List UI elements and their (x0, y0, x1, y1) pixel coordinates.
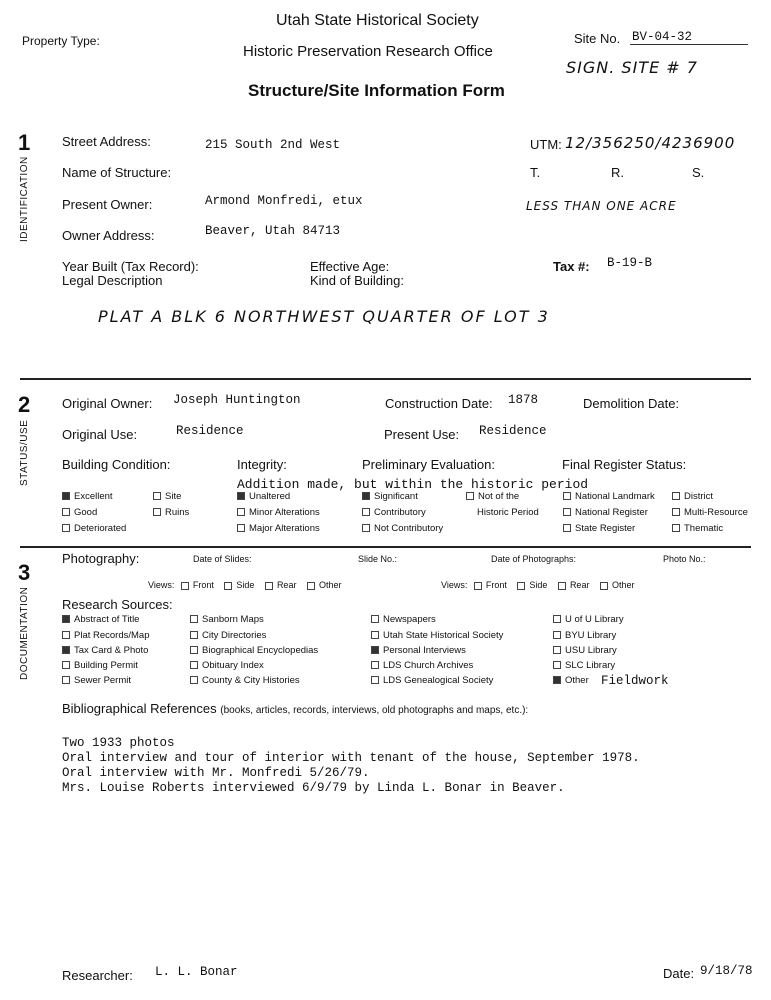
preliminary-evaluation-label: Preliminary Evaluation: (362, 457, 495, 472)
demolition-date-label: Demolition Date: (583, 396, 680, 411)
source-tax-card[interactable]: Tax Card & Photo (62, 645, 148, 656)
prelim-not-contributory[interactable]: Not Contributory (362, 523, 443, 534)
source-other[interactable]: Other (553, 675, 589, 686)
final-district[interactable]: District (672, 491, 713, 502)
source-abstract[interactable]: Abstract of Title (62, 614, 139, 625)
owner-address-value: Beaver, Utah 84713 (205, 224, 341, 238)
source-newspapers[interactable]: Newspapers (371, 614, 436, 625)
present-owner-label: Present Owner: (62, 197, 153, 212)
property-type-label: Property Type: (22, 34, 100, 48)
reference-1: Two 1933 photos (62, 736, 175, 750)
source-slc[interactable]: SLC Library (553, 660, 615, 671)
form-title: Structure/Site Information Form (248, 81, 505, 100)
prelim-not-of-the[interactable]: Not of the (466, 491, 519, 502)
documentation-side-label: DOCUMENTATION (19, 586, 30, 680)
condition-ruins[interactable]: Ruins (153, 507, 189, 518)
integrity-minor[interactable]: Minor Alterations (237, 507, 320, 518)
source-ushs[interactable]: Utah State Historical Society (371, 630, 503, 641)
street-address-label: Street Address: (62, 134, 151, 149)
prelim-historic-period: Historic Period (477, 507, 539, 518)
integrity-note: Addition made, but within the historic period (237, 477, 589, 492)
source-sewer-permit[interactable]: Sewer Permit (62, 675, 131, 686)
final-multi-resource[interactable]: Multi-Resource (672, 507, 748, 518)
tax-value: B-19-B (607, 256, 653, 270)
photos-views: Views: Front Side Rear Other (441, 580, 635, 590)
final-national-register[interactable]: National Register (563, 507, 648, 518)
bibliographical-label: Bibliographical References (books, articles, records, interviews, old photographs and maps, etc.): (62, 701, 529, 716)
t-label: T. (530, 165, 541, 180)
condition-good[interactable]: Good (62, 507, 97, 518)
source-biographical[interactable]: Biographical Encyclopedias (190, 645, 318, 656)
prelim-significant[interactable]: Significant (362, 491, 418, 502)
condition-deteriorated[interactable]: Deteriorated (62, 523, 126, 534)
source-byu[interactable]: BYU Library (553, 630, 616, 641)
photography-label: Photography: (62, 551, 140, 566)
construction-date-label: Construction Date: (385, 396, 493, 411)
source-personal-interviews[interactable]: Personal Interviews (371, 645, 466, 656)
site-no-label: Site No. (574, 31, 621, 46)
section-number-3: 3 (18, 560, 31, 585)
original-use-label: Original Use: (62, 427, 138, 442)
source-sanborn[interactable]: Sanborn Maps (190, 614, 264, 625)
date-of-photographs-label: Date of Photographs: (491, 554, 577, 564)
site-no-value: BV-04-32 (632, 30, 693, 44)
s-label: S. (692, 165, 705, 180)
structure-name-label: Name of Structure: (62, 165, 172, 180)
source-u-of-u[interactable]: U of U Library (553, 614, 624, 625)
kind-of-building-label: Kind of Building: (310, 273, 404, 288)
date-of-slides-label: Date of Slides: (193, 554, 252, 564)
effective-age-label: Effective Age: (310, 259, 390, 274)
utm-label: UTM: (530, 137, 562, 152)
acreage-note: LESS THAN ONE ACRE (526, 199, 677, 213)
section-number-2: 2 (18, 392, 31, 417)
source-county-city[interactable]: County & City Histories (190, 675, 300, 686)
source-plat-records[interactable]: Plat Records/Map (62, 630, 150, 641)
final-thematic[interactable]: Thematic (672, 523, 723, 534)
org-name: Utah State Historical Society (276, 12, 479, 29)
r-label: R. (611, 165, 624, 180)
identification-side-label: IDENTIFICATION (19, 156, 30, 242)
legal-description-label: Legal Description (62, 273, 163, 288)
construction-date-value: 1878 (508, 393, 539, 407)
researcher-label: Researcher: (62, 968, 133, 983)
integrity-label: Integrity: (237, 457, 287, 472)
year-built-label: Year Built (Tax Record): (62, 259, 199, 274)
building-condition-label: Building Condition: (62, 457, 171, 472)
reference-2: Oral interview and tour of interior with tenant of the house, September 1978. (62, 751, 640, 765)
date-value: 9/18/78 (700, 964, 753, 978)
researcher-value: L. L. Bonar (155, 965, 238, 979)
original-owner-value: Joseph Huntington (173, 393, 301, 407)
condition-site[interactable]: Site (153, 491, 181, 502)
source-usu[interactable]: USU Library (553, 645, 617, 656)
research-sources-label: Research Sources: (62, 597, 173, 612)
street-address-value: 215 South 2nd West (205, 138, 341, 152)
source-obituary[interactable]: Obituary Index (190, 660, 264, 671)
final-state-register[interactable]: State Register (563, 523, 635, 534)
final-register-label: Final Register Status: (562, 457, 687, 472)
reference-4: Mrs. Louise Roberts interviewed 6/9/79 by Linda L. Bonar in Beaver. (62, 781, 565, 795)
source-lds-archives[interactable]: LDS Church Archives (371, 660, 473, 671)
source-other-value: Fieldwork (601, 674, 669, 688)
source-lds-genealogical[interactable]: LDS Genealogical Society (371, 675, 493, 686)
prelim-contributory[interactable]: Contributory (362, 507, 426, 518)
slide-no-label: Slide No.: (358, 554, 398, 564)
office-name: Historic Preservation Research Office (243, 43, 493, 60)
original-owner-label: Original Owner: (62, 396, 153, 411)
section-number-1: 1 (18, 130, 31, 155)
utm-value: 12/356250/4236900 (565, 134, 736, 152)
date-label: Date: (663, 966, 695, 981)
photo-no-label: Photo No.: (663, 554, 706, 564)
source-building-permit[interactable]: Building Permit (62, 660, 138, 671)
owner-address-label: Owner Address: (62, 228, 155, 243)
status-use-side-label: STATUS/USE (19, 419, 30, 486)
present-owner-value: Armond Monfredi, etux (205, 194, 363, 208)
present-use-label: Present Use: (384, 427, 460, 442)
source-city-directories[interactable]: City Directories (190, 630, 266, 641)
present-use-value: Residence (479, 424, 547, 438)
integrity-unaltered[interactable]: Unaltered (237, 491, 290, 502)
final-national-landmark[interactable]: National Landmark (563, 491, 655, 502)
legal-description-value: PLAT A BLK 6 NORTHWEST QUARTER OF LOT 3 (98, 307, 550, 326)
slides-views: Views: Front Side Rear Other (148, 580, 342, 590)
sign-site-note: SIGN. SITE # 7 (566, 58, 698, 77)
original-use-value: Residence (176, 424, 244, 438)
integrity-major[interactable]: Major Alterations (237, 523, 320, 534)
condition-excellent[interactable]: Excellent (62, 491, 113, 502)
reference-3: Oral interview with Mr. Monfredi 5/26/79. (62, 766, 370, 780)
tax-label: Tax #: (553, 259, 590, 274)
